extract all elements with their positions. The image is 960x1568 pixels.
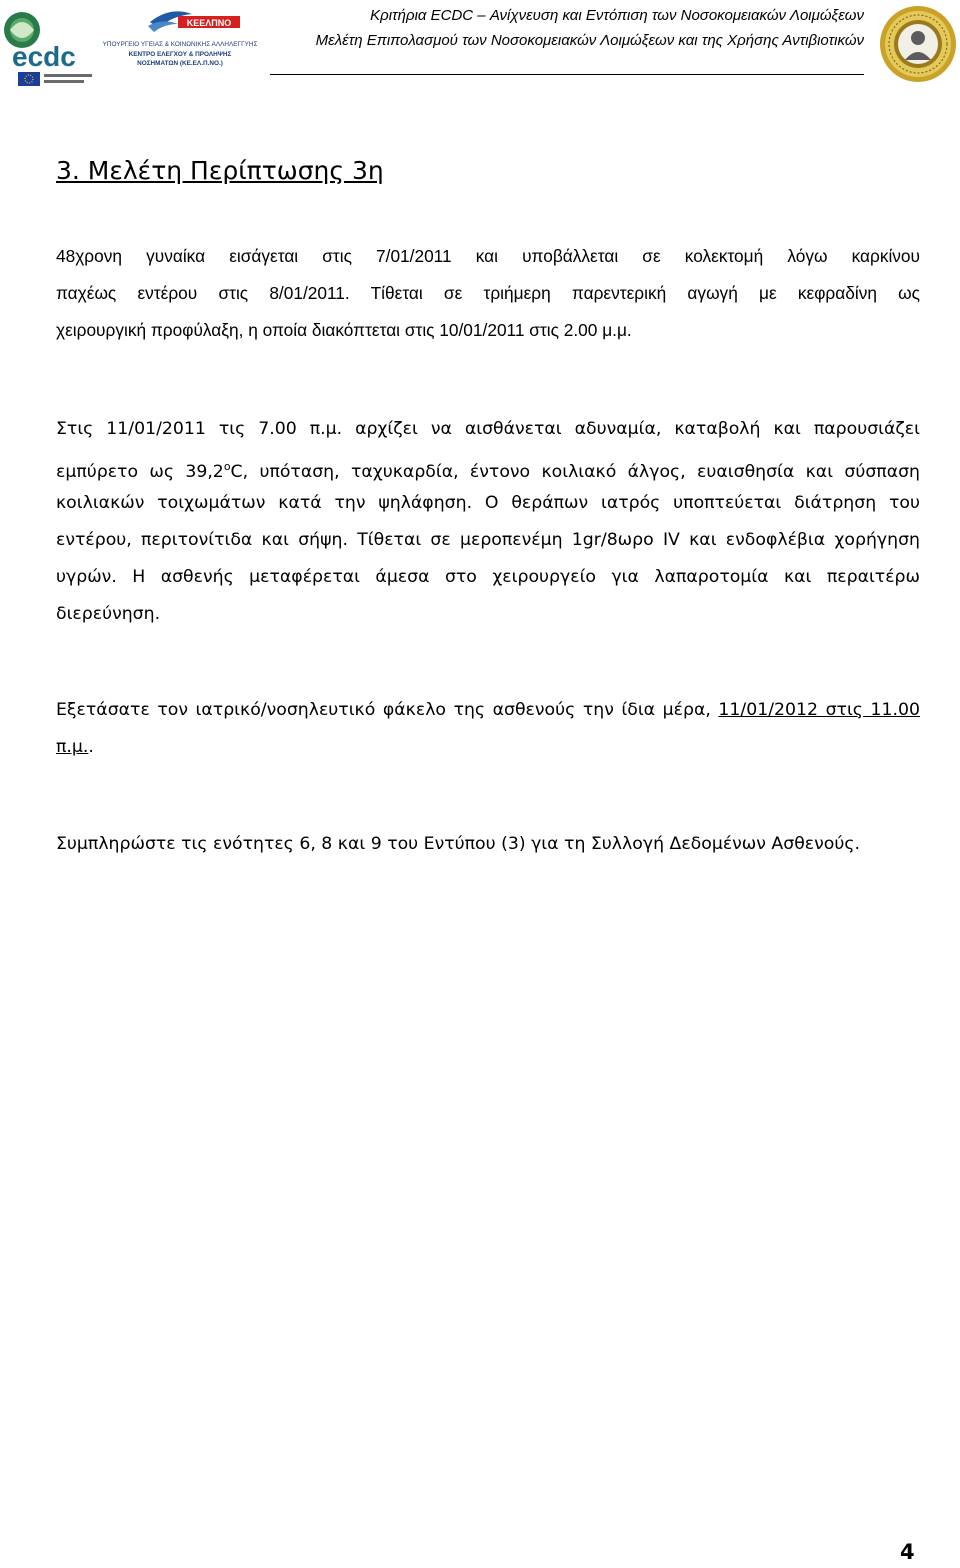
paragraph-2-line: Στις 11/01/2011 τις 7.00 π.μ. αρχίζει να αισθάνεται αδυναμία, καταβολή και παρουσιάζει: [56, 419, 920, 439]
degree-superscript: o: [223, 460, 231, 473]
svg-text:ΥΠΟΥΡΓΕΙΟ ΥΓΕΙΑΣ & ΚΟΙΝΩΝΙΚΗΣ: ΥΠΟΥΡΓΕΙΟ ΥΓΕΙΑΣ & ΚΟΙΝΩΝΙΚΗΣ ΑΛΛΗΛΕΓΓΥΗΣ: [102, 41, 258, 48]
header-text: [270, 3, 864, 53]
paragraph-2-line: [56, 448, 920, 485]
paragraph-2-line: κοιλιακών τοιχωμάτων κατά την ψηλάφηση. Ο θεράπων ιατρός υποπτεύεται διάτρηση του: [56, 493, 920, 513]
ecdc-logo: [2, 4, 96, 88]
paragraph-1-line: 48χρονη γυναίκα εισάγεται στις 7/01/2011 και υποβάλλεται σε κολεκτομή λόγω καρκίνου: [56, 246, 920, 266]
paragraph-3-period: .: [88, 737, 94, 757]
paragraph-1-line: χειρουργική προφύλαξη, η οποία διακόπτεται στις 10/01/2011 στις 2.00 μ.μ.: [56, 320, 632, 340]
header-line-2: Μελέτη Επιπολασμού των Νοσοκομειακών Λοιμώξεων και της Χρήσης Αντιβιοτικών: [315, 32, 864, 49]
exam-time-suffix: π.μ.: [56, 737, 89, 757]
page-number: 4: [900, 1540, 915, 1564]
paragraph-4-line: Συμπληρώστε τις ενότητες 6, 8 και 9 του Εντύπου (3) για τη Συλλογή Δεδομένων Ασθενούς.: [56, 834, 860, 854]
page-header: [0, 0, 960, 95]
header-divider: [270, 74, 864, 75]
exam-datetime: 11/01/2012 στις 11.00: [718, 700, 920, 720]
paragraph-2-line: υγρών. Η ασθενής μεταφέρεται άμεσα στο χειρουργείο για λαπαροτομία και περαιτέρω: [56, 567, 920, 587]
svg-text:ΝΟΣΗΜΑΤΩΝ (ΚΕ.ΕΛ.Π.ΝΟ.): ΝΟΣΗΜΑΤΩΝ (ΚΕ.ΕΛ.Π.ΝΟ.): [137, 60, 223, 67]
paragraph-2-line-rest: C, υπόταση, ταχυκαρδία, έντονο κοιλιακό άλγος, ευαισθησία και σύσπαση: [230, 461, 920, 482]
svg-text:ΚΕΝΤΡΟ ΕΛΕΓΧΟΥ & ΠΡΟΛΗΨΗΣ: ΚΕΝΤΡΟ ΕΛΕΓΧΟΥ & ΠΡΟΛΗΨΗΣ: [128, 51, 232, 58]
paragraph-3-line: [56, 692, 920, 729]
paragraph-4: [56, 826, 920, 863]
paragraph-3: [56, 692, 920, 766]
paragraph-1: [56, 238, 920, 349]
paragraph-1-line: παχέως εντέρου στις 8/01/2011. Τίθεται σε τριήμερη παρεντερική αγωγή με κεφραδίνη ως: [56, 283, 920, 303]
svg-text:ΚΕΕΛΠΝΟ: ΚΕΕΛΠΝΟ: [186, 18, 232, 28]
temperature-value: εμπύρετο ως 39,2: [56, 461, 224, 482]
section-title: 3. Μελέτη Περίπτωσης 3η: [56, 156, 384, 185]
keelpno-logo: [100, 2, 260, 72]
seal-logo: [878, 4, 958, 84]
paragraph-3-text: Εξετάσατε τον ιατρικό/νοσηλευτικό φάκελο της ασθενούς την ίδια μέρα,: [56, 700, 711, 720]
paragraph-2-line: εντέρου, περιτονίτιδα και σήψη. Τίθεται σε μεροπενέμη 1gr/8ωρο IV και ενδοφλέβια χορήγηση: [56, 530, 920, 550]
paragraph-2-line: διερεύνηση.: [56, 604, 161, 624]
paragraph-3-line: [56, 729, 920, 766]
header-line-1: Κριτήρια ECDC – Ανίχνευση και Εντόπιση των Νοσοκομειακών Λοιμώξεων: [370, 7, 864, 24]
paragraph-2: [56, 411, 920, 633]
svg-text:ecdc: ecdc: [12, 41, 76, 72]
